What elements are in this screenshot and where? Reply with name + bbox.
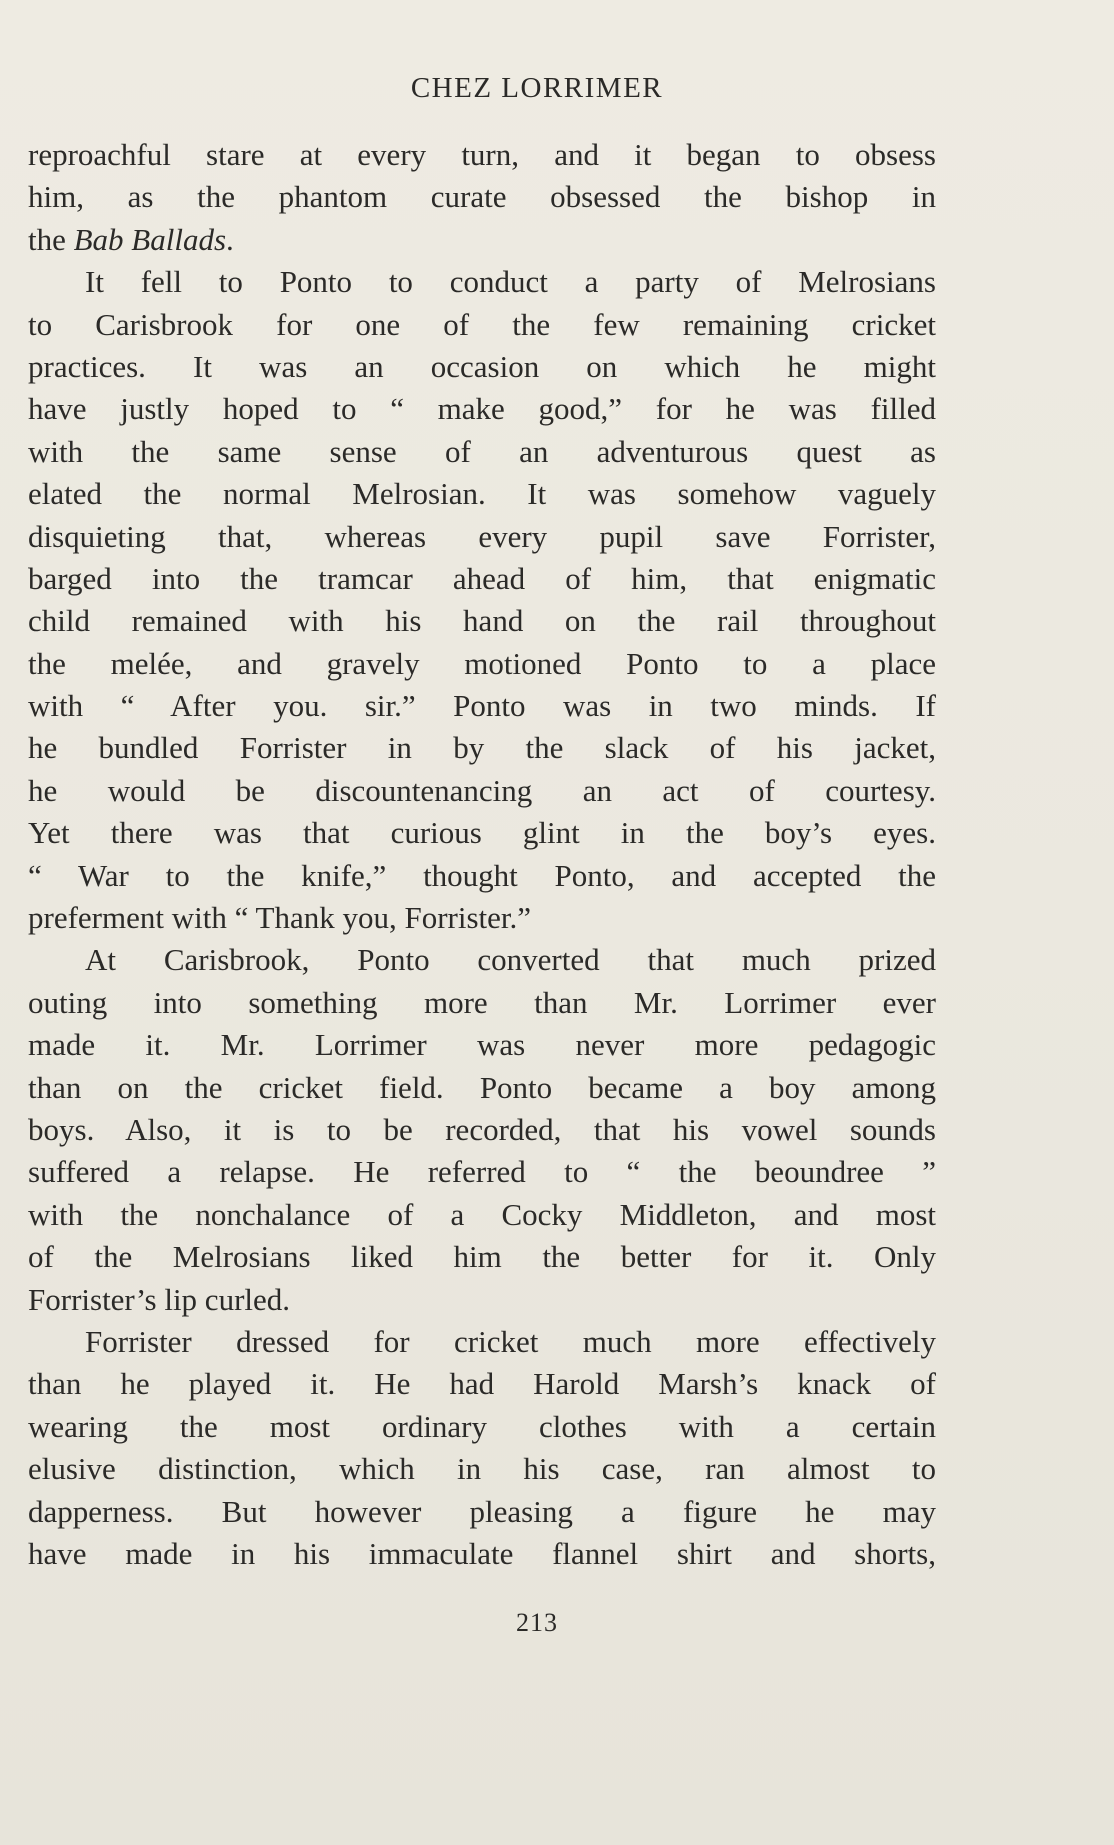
text-line: have justly hoped to “ make good,” for he was filled (28, 391, 936, 427)
text-line: elated the normal Melrosian. It was somehow vaguely (28, 476, 936, 512)
text-line: boys. Also, it is to be recorded, that his vowel sounds (28, 1111, 936, 1147)
body-text (28, 134, 936, 1575)
text-line-end: . (226, 221, 234, 257)
text-line: It fell to Ponto to conduct a party of Melrosians (85, 264, 936, 300)
text-line: outing into something more than Mr. Lorrimer ever (28, 984, 936, 1020)
text-line: child remained with his hand on the rail throughout (28, 603, 936, 639)
text-line: At Carisbrook, Ponto converted that much prized (85, 942, 936, 978)
text-line: Forrister dressed for cricket much more effectively (85, 1323, 936, 1359)
text-line: disquieting that, whereas every pupil save Forrister, (28, 518, 936, 554)
text-line: with the nonchalance of a Cocky Middleton, and most (28, 1196, 936, 1232)
text-line: him, as the phantom curate obsessed the bishop in (28, 179, 936, 215)
running-head: CHEZ LORRIMER (410, 72, 664, 104)
text-line: with the same sense of an adventurous quest as (28, 433, 936, 469)
text-line: reproachful stare at every turn, and it began to obsess (28, 137, 936, 172)
text-line (28, 219, 936, 261)
text-line: elusive distinction, which in his case, ran almost to (28, 1451, 936, 1487)
text-line: he would be discountenancing an act of courtesy. (28, 772, 936, 808)
text-line: he bundled Forrister in by the slack of his jacket, (28, 730, 936, 766)
text-line: preferment with “ Thank you, Forrister.” (28, 900, 532, 936)
text-line: have made in his immaculate flannel shirt and shorts, (28, 1535, 936, 1571)
text-line: than he played it. He had Harold Marsh’s knack of (28, 1366, 936, 1402)
text-line-start: the (28, 221, 74, 257)
text-line: of the Melrosians liked him the better for it. Only (28, 1239, 936, 1275)
text-line: “ War to the knife,” thought Ponto, and accepted the (28, 857, 936, 893)
text-line: wearing the most ordinary clothes with a certain (28, 1408, 936, 1444)
page-number: 213 (516, 1608, 558, 1637)
text-line: practices. It was an occasion on which he might (28, 348, 936, 384)
text-line: dapperness. But however pleasing a figure he may (28, 1493, 936, 1529)
italic-title: Bab Ballads (73, 221, 227, 257)
text-line: to Carisbrook for one of the few remaining cricket (28, 306, 936, 342)
text-line: with “ After you. sir.” Ponto was in two minds. If (28, 688, 936, 724)
text-line: Forrister’s lip curled. (28, 1281, 291, 1317)
text-line: made it. Mr. Lorrimer was never more pedagogic (28, 1027, 936, 1063)
text-line: suffered a relapse. He referred to “ the beoundree ” (28, 1154, 936, 1190)
text-line: the melée, and gravely motioned Ponto to a place (28, 645, 936, 681)
text-line: barged into the tramcar ahead of him, that enigmatic (28, 560, 936, 596)
text-line: Yet there was that curious glint in the boy’s eyes. (28, 815, 936, 851)
text-line: than on the cricket field. Ponto became a boy among (28, 1069, 936, 1105)
